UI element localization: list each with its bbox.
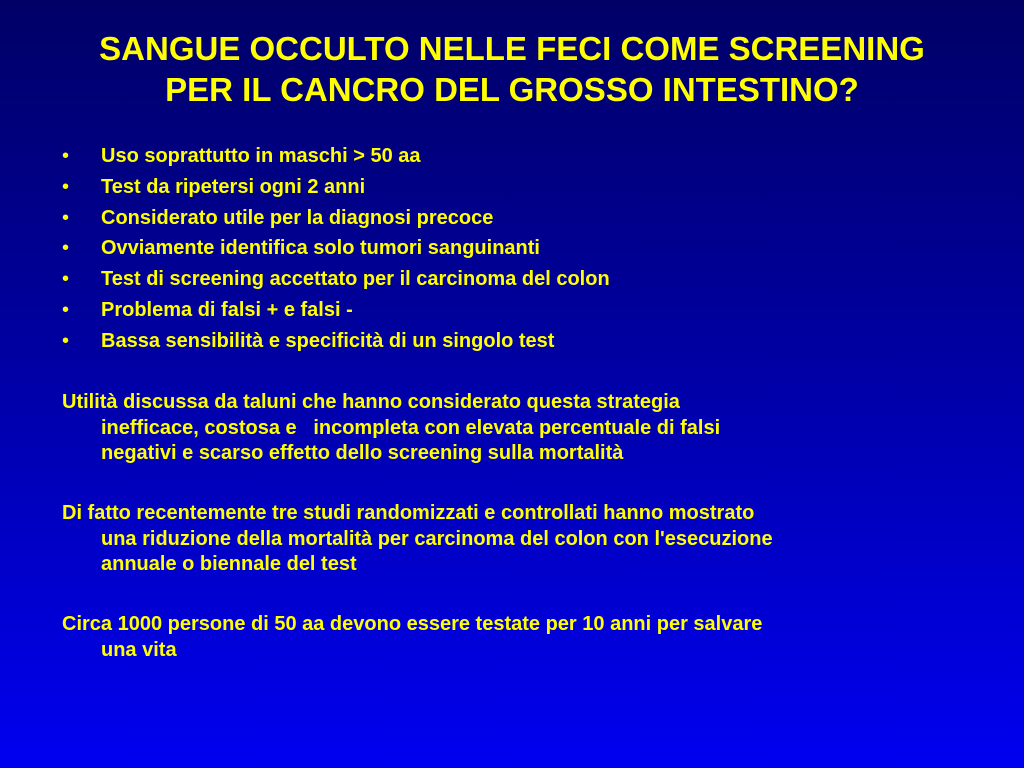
bullet-icon: •	[62, 268, 70, 291]
bullet-text: Considerato utile per la diagnosi precoce	[101, 206, 494, 229]
bullet-item	[62, 233, 610, 264]
bullet-icon: •	[62, 206, 70, 229]
bullet-icon: •	[62, 145, 70, 167]
bullet-list	[62, 141, 610, 357]
bullet-item	[62, 264, 610, 295]
bullet-item	[62, 295, 610, 326]
paragraph-line: Utilità discussa da taluni che hanno considerato questa strategia	[62, 391, 680, 413]
paragraph-line: Di fatto recentemente tre studi randomizzati e controllati hanno mostrato	[62, 502, 755, 524]
paragraph-line: una riduzione della mortalità per carcinoma del colon con l'esecuzione	[101, 527, 773, 550]
paragraph-utility-discussed	[62, 390, 982, 467]
title-line: PER IL CANCRO DEL GROSSO INTESTINO?	[165, 71, 859, 108]
bullet-icon: •	[62, 175, 70, 198]
bullet-item	[62, 326, 610, 357]
slide-title	[0, 28, 1024, 110]
paragraph-line: una vita	[101, 638, 177, 661]
bullet-icon: •	[62, 237, 70, 260]
bullet-text: Test di screening accettato per il carcinoma del colon	[101, 268, 610, 291]
bullet-text: Uso soprattutto in maschi > 50 aa	[101, 145, 421, 167]
bullet-item	[62, 141, 610, 172]
bullet-text: Ovviamente identifica solo tumori sanguinanti	[101, 237, 540, 260]
paragraph-randomized-studies	[62, 501, 982, 578]
title-line: SANGUE OCCULTO NELLE FECI COME SCREENING	[99, 30, 925, 67]
paragraph-line: Circa 1000 persone di 50 aa devono essere testate per 10 anni per salvare	[62, 613, 763, 635]
bullet-text: Bassa sensibilità e specificità di un singolo test	[101, 329, 555, 352]
paragraph-line: annuale o biennale del test	[101, 553, 357, 575]
bullet-text: Problema di falsi + e falsi -	[101, 298, 353, 321]
paragraph-number-needed	[62, 612, 982, 663]
bullet-icon: •	[62, 298, 70, 321]
bullet-text: Test da ripetersi ogni 2 anni	[101, 175, 366, 198]
bullet-item	[62, 203, 610, 234]
bullet-icon: •	[62, 329, 70, 352]
paragraph-line: inefficace, costosa e incompleta con elevata percentuale di falsi	[101, 416, 721, 439]
bullet-item	[62, 172, 610, 203]
paragraph-line: negativi e scarso effetto dello screening sulla mortalità	[101, 442, 624, 464]
